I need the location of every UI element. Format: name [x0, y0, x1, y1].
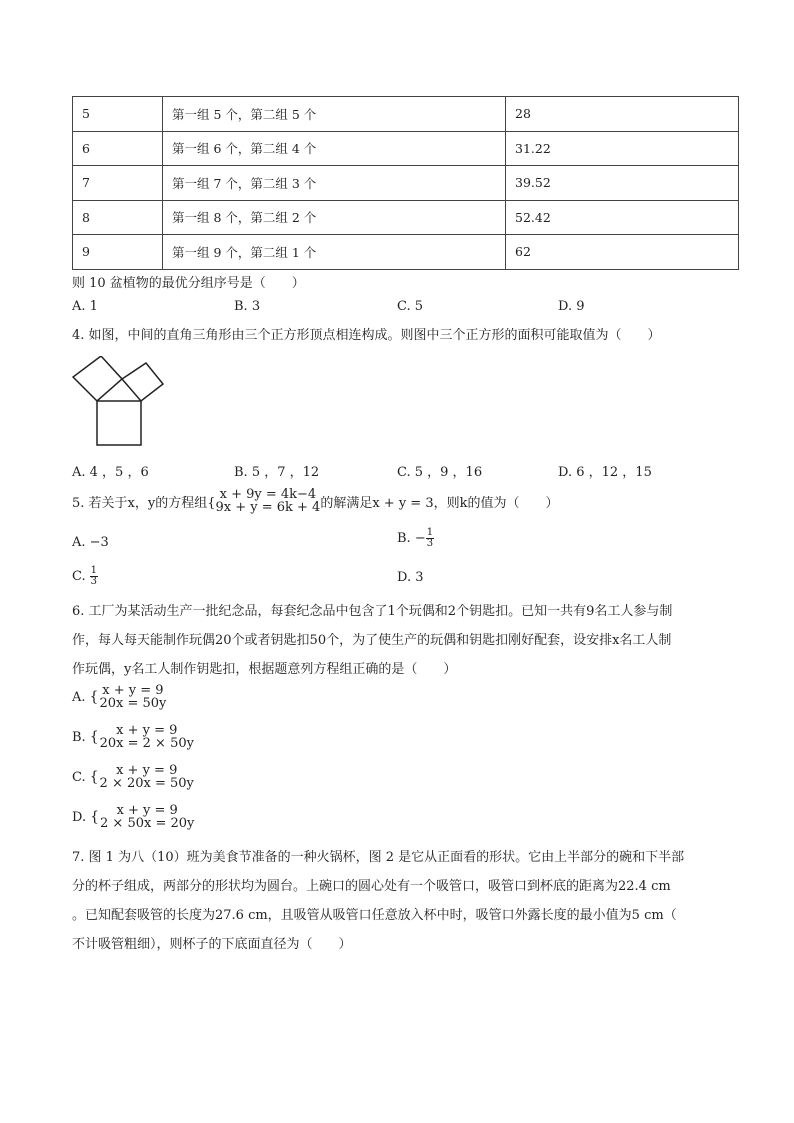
table-cell: 第一组 5 个，第二组 5 个 — [163, 97, 506, 132]
q3-option-d: D. 9 — [558, 299, 585, 314]
q3-option-c: C. 5 — [397, 299, 424, 314]
large-square — [97, 401, 141, 445]
q5-option-b-label: B. − — [397, 531, 426, 546]
equation-line: x + y = 9 — [116, 763, 178, 778]
q5-eq2: 9x + y = 6k + 4 — [215, 500, 321, 515]
table-cell: 6 — [73, 131, 163, 166]
equation-line: 20x = 2 × 50y — [99, 736, 194, 751]
q3-option-b: B. 3 — [234, 299, 261, 314]
q6-stem-line1: 6. 工厂为某活动生产一批纪念品，每套纪念品中包含了1个玩偶和2个钥匙扣。已知一共有9名工人参与制 — [72, 604, 673, 619]
equation-system — [90, 764, 194, 790]
equation-line: x + y = 9 — [116, 803, 178, 818]
q4-option-c: C. 5 ，9 ，16 — [397, 465, 483, 480]
q3-option-a: A. 1 — [72, 299, 98, 314]
table-cell: 31.22 — [506, 131, 739, 166]
q7-stem-line1: 7. 图 1 为八（10）班为美食节准备的一种火锅杯，图 2 是它从正面看的形状。它由上半部分的碗和下半部 — [72, 850, 685, 865]
table-cell: 28 — [506, 97, 739, 132]
table-cell: 52.42 — [506, 200, 739, 235]
brace-icon: { — [89, 769, 99, 785]
equation-line: 2 × 50x = 20y — [100, 816, 195, 831]
q7-stem-line2: 分的杯子组成，两部分的形状均为圆台。上碗口的圆心处有一个吸管口，吸管口到杯底的距离为22.4 cm — [72, 879, 671, 894]
q6-option-b — [72, 724, 194, 750]
grouping-table — [72, 96, 739, 270]
q5-option-c — [72, 566, 98, 587]
q5-option-a: A. −3 — [72, 535, 109, 550]
q5-stem — [72, 488, 558, 514]
q3-stem: 则 10 盆植物的最优分组序号是（ ） — [72, 276, 305, 291]
q4-option-d: D. 6 ，12 ，15 — [558, 465, 652, 480]
table-cell: 第一组 8 个，第二组 2 个 — [163, 200, 506, 235]
left-square — [73, 356, 122, 401]
equation-system — [90, 804, 194, 830]
q5-stem-after: 的解满足x + y = 3，则k的值为（ ） — [320, 495, 559, 511]
table-row — [73, 166, 739, 201]
equation-line: 2 × 20x = 50y — [99, 776, 194, 791]
table-row — [73, 97, 739, 132]
q7-stem-line4: 不计吸管粗细），则杯子的下底面直径为（ ） — [72, 937, 352, 952]
table-cell: 7 — [73, 166, 163, 201]
q6-option-d — [72, 804, 194, 830]
q4-option-b: B. 5 ，7 ，12 — [234, 465, 320, 480]
q7-stem-line3: 。已知配套吸管的长度为27.6 cm，且吸管从吸管口任意放入杯中时，吸管口外露长度的最小值为5 cm（ — [72, 908, 677, 923]
option-label: B. — [72, 729, 86, 745]
table-cell: 39.52 — [506, 166, 739, 201]
equation-line: 20x = 50y — [99, 696, 167, 711]
q4-option-a: A. 4 ，5 ，6 — [72, 465, 149, 480]
q6-option-c — [72, 764, 194, 790]
brace-icon: { — [89, 729, 99, 745]
table-row — [73, 200, 739, 235]
option-label: D. — [72, 809, 87, 825]
right-square — [122, 363, 163, 401]
option-label: A. — [72, 689, 86, 705]
table-cell: 8 — [73, 200, 163, 235]
q5-stem-before: 5. 若关于x，y的方程组{ — [72, 495, 216, 511]
q5-option-d: D. 3 — [397, 570, 424, 585]
table-cell: 5 — [73, 97, 163, 132]
q5-option-b-fraction — [426, 528, 434, 549]
q5-option-c-label: C. — [72, 569, 86, 584]
table-cell: 第一组 9 个，第二组 1 个 — [163, 235, 506, 270]
equation-system — [90, 724, 194, 750]
table-row — [73, 131, 739, 166]
three-squares-figure — [72, 356, 168, 450]
equation-system — [90, 684, 167, 710]
q6-option-a — [72, 684, 166, 710]
fraction-denominator: 3 — [426, 538, 434, 549]
q5-option-c-fraction — [90, 566, 98, 587]
table-cell: 第一组 7 个，第二组 3 个 — [163, 166, 506, 201]
table-cell: 9 — [73, 235, 163, 270]
brace-icon: { — [90, 809, 100, 825]
table-cell: 第一组 6 个，第二组 4 个 — [163, 131, 506, 166]
q5-option-b — [397, 528, 434, 549]
table-cell: 62 — [506, 235, 739, 270]
q5-eq1: x + 9y = 4k−4 — [219, 487, 317, 502]
fraction-numerator: 1 — [426, 527, 434, 538]
table-row — [73, 235, 739, 270]
brace-icon: { — [89, 689, 99, 705]
q6-stem-line2: 作，每人每天能制作玩偶20个或者钥匙扣50个，为了使生产的玩偶和钥匙扣刚好配套，设安排x名工人制 — [72, 633, 672, 648]
q5-equation-system — [215, 488, 320, 514]
equation-line: x + y = 9 — [116, 723, 178, 738]
equation-line: x + y = 9 — [102, 683, 164, 698]
q6-stem-line3: 作玩偶，y名工人制作钥匙扣，根据题意列方程组正确的是（ ） — [72, 662, 457, 677]
fraction-numerator: 1 — [90, 565, 97, 576]
q4-stem: 4. 如图，中间的直角三角形由三个正方形顶点相连构成。则图中三个正方形的面积可能取值为（ ） — [72, 328, 661, 343]
fraction-denominator: 3 — [90, 576, 97, 587]
option-label: C. — [72, 769, 86, 785]
